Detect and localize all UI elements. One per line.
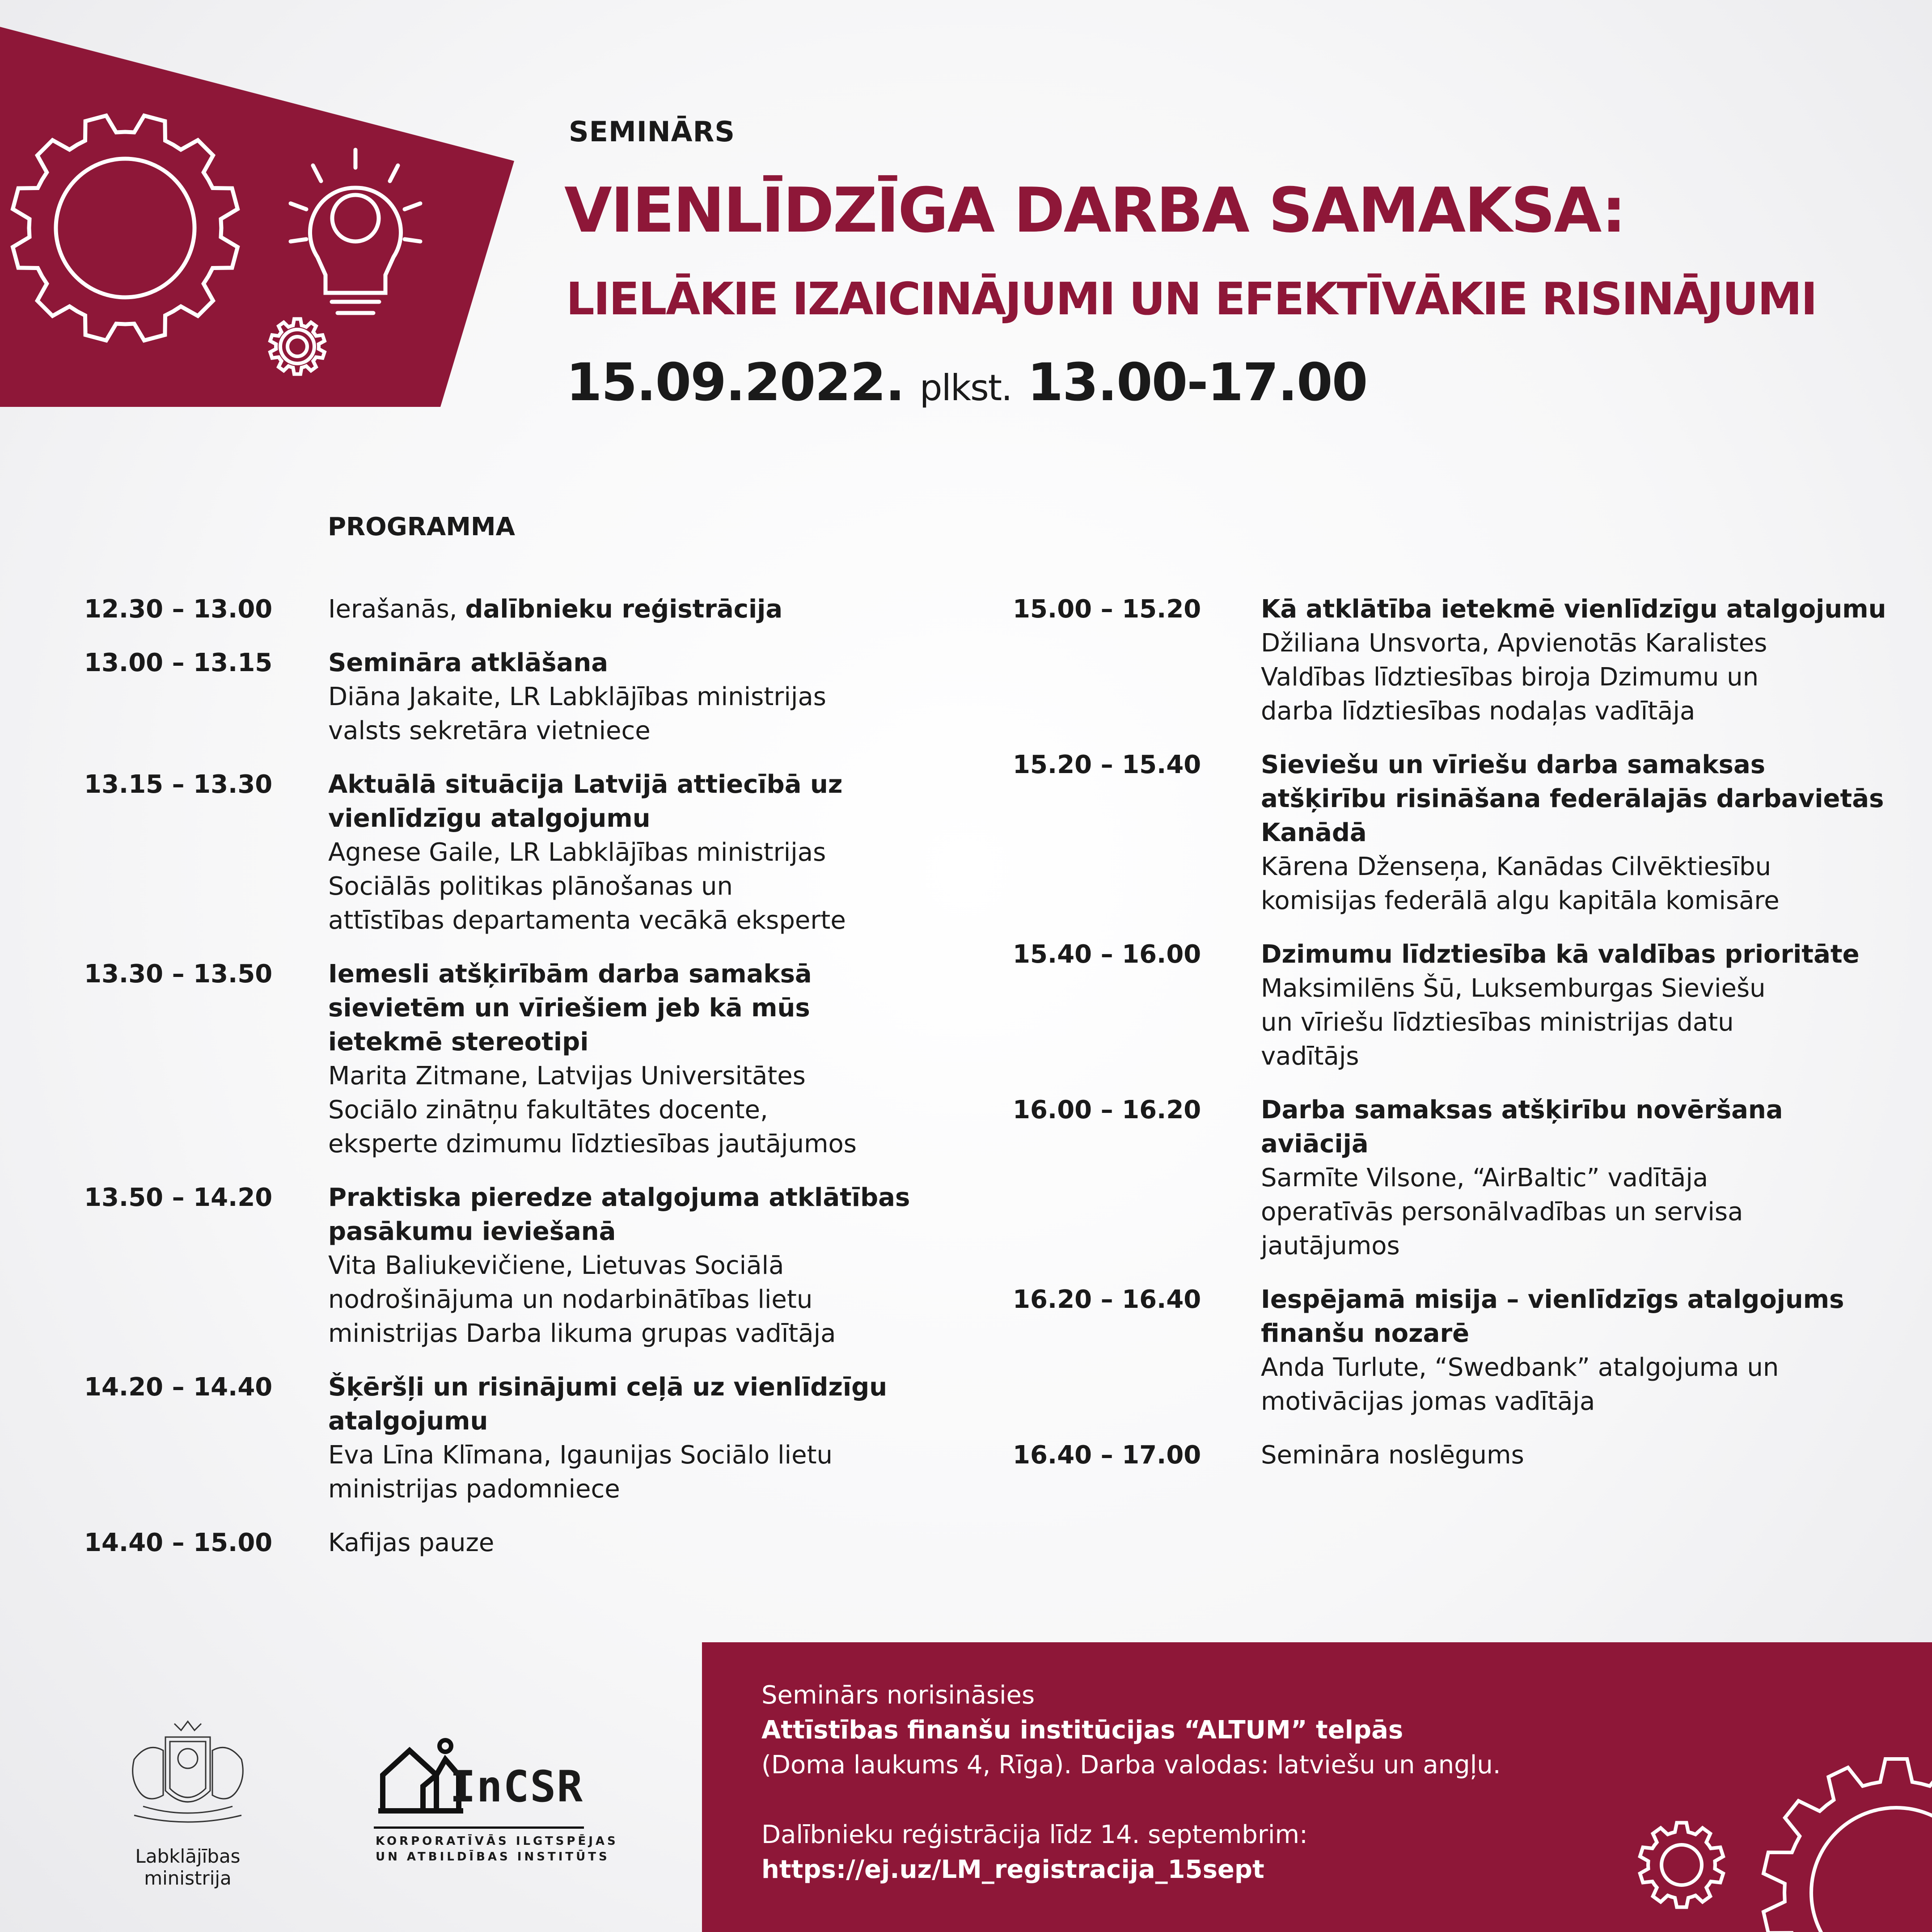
program-description	[1261, 592, 1896, 728]
program-speaker-line: Kārena Dženseņa, Kanādas Cilvēktiesību	[1261, 852, 1771, 881]
program-description	[1261, 1093, 1896, 1263]
program-time: 13.50 – 14.20	[84, 1183, 273, 1212]
program-item	[84, 957, 932, 1161]
program-speaker-line: valsts sekretāra vietniece	[328, 716, 651, 745]
page-subtitle: LIELĀKIE IZAICINĀJUMI UN EFEKTĪVĀKIE RISINĀJUMI	[566, 273, 1817, 325]
program-description	[1261, 1283, 1896, 1419]
program-title: Sieviešu un vīriešu darba samaksas atšķirību risināšana federālajās darbavietās Kanādā	[1261, 750, 1884, 847]
program-item	[84, 646, 932, 748]
program-speaker-line: Eva Līna Klīmana, Igaunijas Sociālo lietu	[328, 1441, 833, 1470]
program-description	[328, 1526, 932, 1560]
registration-link[interactable]: https://ej.uz/LM_registracija_15sept	[761, 1855, 1264, 1884]
program-item	[1013, 938, 1896, 1074]
program-speaker-line: Sociālo zinātņu fakultātes docente,	[328, 1095, 768, 1125]
program-title: Semināra atklāšana	[328, 648, 608, 677]
program-time: 15.00 – 15.20	[1013, 595, 1201, 624]
program-title: Dzimumu līdztiesība kā valdības prioritāte	[1261, 940, 1860, 969]
program-title-plain: Ierašanās,	[328, 595, 465, 624]
venue-intro: Seminārs norisināsies	[761, 1681, 1035, 1710]
coat-of-arms-icon	[107, 1706, 268, 1840]
program-speaker-line: operatīvās personālvadības un servisa	[1261, 1197, 1743, 1226]
program-time: 14.40 – 15.00	[84, 1528, 273, 1557]
program-description	[328, 592, 932, 626]
program-title: Kā atklātība ietekmē vienlīdzīgu atalgojumu	[1261, 595, 1886, 624]
program-title: Aktuālā situācija Latvijā attiecībā uz vienlīdzīgu atalgojumu	[328, 770, 843, 833]
program-item	[1013, 592, 1896, 728]
program-item	[1013, 1283, 1896, 1419]
program-item	[84, 768, 932, 938]
program-time: 15.20 – 15.40	[1013, 750, 1201, 779]
program-speaker-line: motivācijas jomas vadītāja	[1261, 1387, 1595, 1416]
event-type: SEMINĀRS	[569, 115, 736, 148]
program-speaker-line: Marita Zitmane, Latvijas Universitātes	[328, 1061, 806, 1091]
program-time: 16.20 – 16.40	[1013, 1285, 1201, 1314]
program-time: 12.30 – 13.00	[84, 595, 273, 624]
page-title: VIENLĪDZĪGA DARBA SAMAKSA:	[564, 174, 1625, 246]
program-description	[1261, 938, 1896, 1074]
program-item	[1013, 748, 1896, 918]
ministry-label: Labklājības ministrija	[135, 1845, 241, 1889]
ministry-logo	[94, 1706, 282, 1889]
program-speaker-line: Sarmīte Vilsone, “AirBaltic” vadītāja	[1261, 1163, 1708, 1192]
program-title: Šķēršļi un risinājumi ceļā uz vienlīdzīgu atalgojumu	[328, 1373, 888, 1436]
program-item	[84, 1370, 932, 1506]
program-description	[328, 646, 932, 748]
program-title-plain: Kafijas pauze	[328, 1528, 495, 1557]
program-title: Darba samaksas atšķirību novēršana aviācijā	[1261, 1095, 1783, 1158]
program-speaker-line: Džiliana Unsvorta, Apvienotās Karalistes	[1261, 629, 1767, 658]
program-description	[1261, 748, 1896, 918]
program-speaker-line: Agnese Gaile, LR Labklājības ministrijas	[328, 838, 826, 867]
program-speaker-line: Anda Turlute, “Swedbank” atalgojuma un	[1261, 1353, 1779, 1382]
incsr-subtitle-1: KORPORATĪVĀS ILGTSPĒJAS	[376, 1835, 618, 1848]
venue-address: (Doma laukums 4, Rīga). Darba valodas: latviešu un angļu.	[761, 1750, 1501, 1780]
program-speaker-line: Sociālās politikas plānošanas un	[328, 872, 733, 901]
program-speaker-line: Valdības līdztiesības biroja Dzimumu un	[1261, 663, 1759, 692]
program-speaker-line: komisijas federālā algu kapitāla komisāre	[1261, 886, 1780, 915]
program-speaker-line: Maksimilēns Šū, Luksemburgas Sieviešu	[1261, 974, 1766, 1003]
event-time: 13.00-17.00	[1027, 352, 1367, 413]
program-time: 15.40 – 16.00	[1013, 940, 1201, 969]
program-title: dalībnieku reģistrācija	[465, 595, 783, 624]
program-item	[84, 1526, 932, 1560]
program-time: 13.15 – 13.30	[84, 770, 273, 799]
program-speaker-line: jautājumos	[1261, 1231, 1400, 1260]
program-time: 13.30 – 13.50	[84, 960, 273, 989]
program-item	[84, 592, 932, 626]
event-datetime	[566, 352, 1367, 413]
header-banner	[0, 0, 528, 416]
time-prefix: plkst.	[919, 367, 1012, 409]
program-column-left	[84, 592, 932, 1580]
program-item	[1013, 1438, 1896, 1472]
program-item	[1013, 1093, 1896, 1263]
program-description	[328, 957, 932, 1161]
program-speaker-line: Vita Baliukevičiene, Lietuvas Sociālā	[328, 1251, 784, 1280]
program-time: 13.00 – 13.15	[84, 648, 273, 677]
program-speaker-line: eksperte dzimumu līdztiesības jautājumos	[328, 1129, 857, 1158]
program-speaker-line: attīstības departamenta vecākā eksperte	[328, 906, 846, 935]
program-speaker-line: un vīriešu līdztiesības ministrijas datu	[1261, 1008, 1734, 1037]
registration-deadline: Dalībnieku reģistrācija līdz 14. septembrim:	[761, 1820, 1308, 1849]
program-speaker-line: Diāna Jakaite, LR Labklājības ministrijas	[328, 682, 826, 711]
program-speaker-line: nodrošinājuma un nodarbinātības lietu	[328, 1285, 813, 1314]
event-date: 15.09.2022.	[566, 352, 904, 413]
footer-gears-icon	[1485, 1642, 1932, 1932]
program-description	[328, 1181, 932, 1351]
program-description	[328, 1370, 932, 1506]
program-speaker-line: darba līdztiesības nodaļas vadītāja	[1261, 697, 1695, 726]
venue-name: Attīstības finanšu institūcijas “ALTUM” telpās	[761, 1716, 1404, 1745]
program-column-right	[1013, 592, 1896, 1492]
program-heading: PROGRAMMA	[328, 512, 515, 541]
incsr-subtitle-2: UN ATBILDĪBAS INSTITŪTS	[376, 1850, 610, 1864]
program-title-plain: Semināra noslēgums	[1261, 1441, 1524, 1470]
program-speaker-line: vadītājs	[1261, 1042, 1359, 1071]
program-speaker-line: ministrijas padomniece	[328, 1475, 620, 1504]
program-description	[328, 768, 932, 938]
incsr-brand: InCSR	[450, 1762, 583, 1812]
program-time: 16.00 – 16.20	[1013, 1095, 1201, 1125]
program-speaker-line: ministrijas Darba likuma grupas vadītāja	[328, 1319, 836, 1348]
program-title: Iemesli atšķirībām darba samaksā sievietēm un vīriešiem jeb kā mūs ietekmē stereotipi	[328, 960, 812, 1057]
venue-info-panel	[702, 1642, 1932, 1932]
program-time: 14.20 – 14.40	[84, 1373, 273, 1402]
program-description	[1261, 1438, 1896, 1472]
program-title: Iespējamā misija – vienlīdzīgs atalgojums finanšu nozarē	[1261, 1285, 1844, 1348]
program-item	[84, 1181, 932, 1351]
program-time: 16.40 – 17.00	[1013, 1441, 1201, 1470]
program-title: Praktiska pieredze atalgojuma atklātības pasākumu ieviešanā	[328, 1183, 910, 1246]
